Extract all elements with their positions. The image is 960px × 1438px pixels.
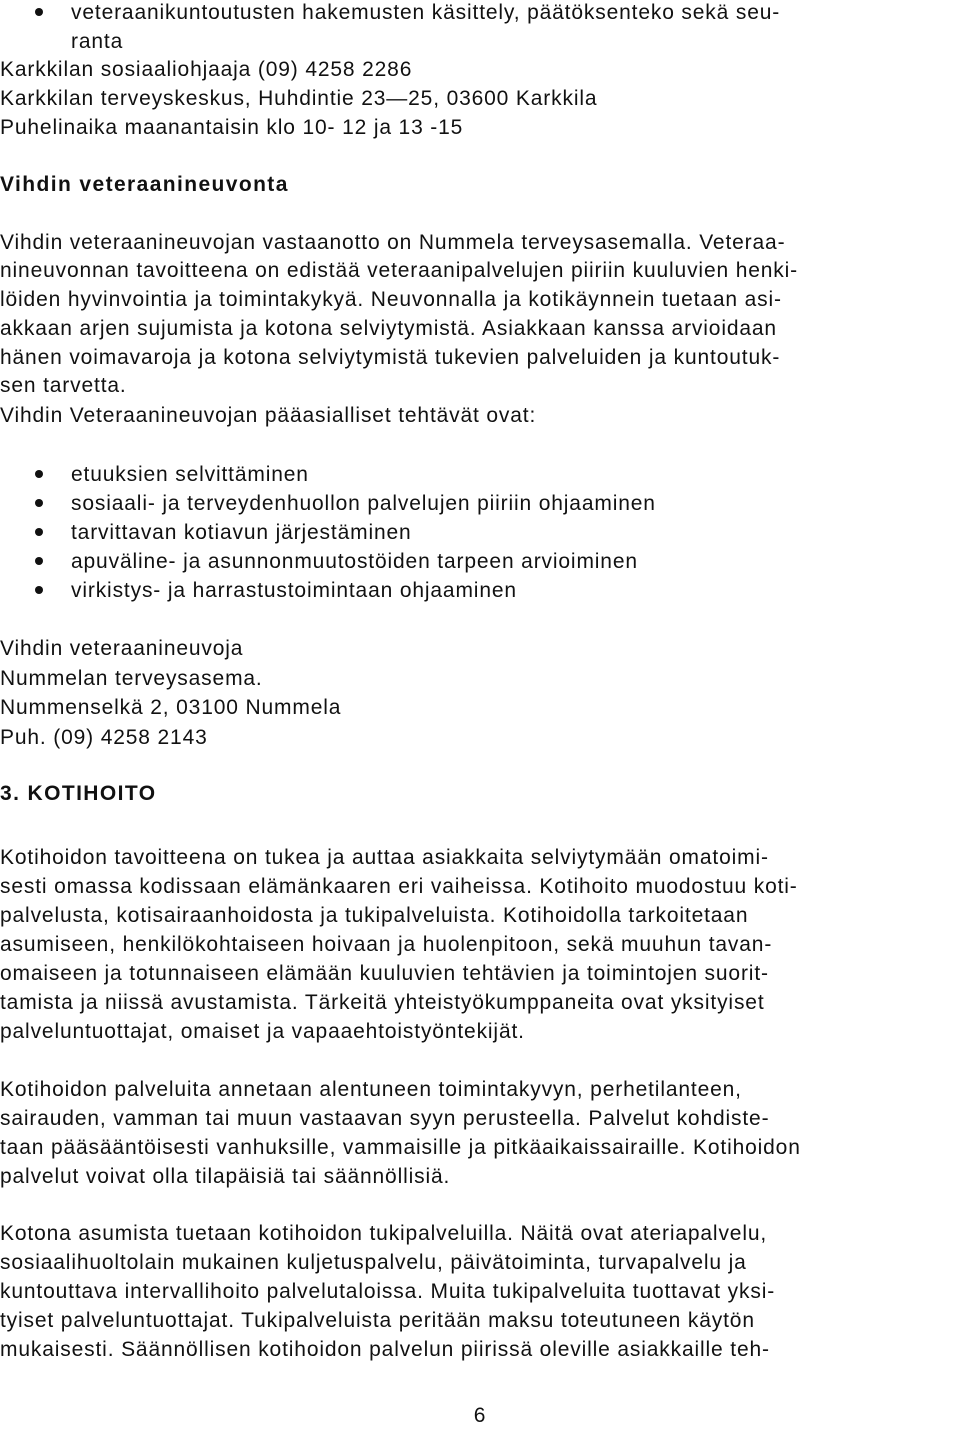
paragraph-line: omaiseen ja totunnaiseen elämään kuuluvien tehtävien ja toimintojen suorit- [0, 962, 769, 985]
contact-name: Vihdin veteraanineuvoja [0, 637, 244, 660]
paragraph-line: nineuvonnan tavoitteena on edistää veteraanipalvelujen piiriin kuuluvien henki- [0, 259, 798, 282]
section-heading-kotihoito: 3. KOTIHOITO [0, 782, 157, 805]
contact-phone: Puh. (09) 4258 2143 [0, 726, 208, 749]
task-list-item: tarvittavan kotiavun järjestäminen [71, 521, 412, 544]
task-list-item: sosiaali- ja terveydenhuollon palvelujen piiriin ohjaaminen [71, 492, 656, 515]
task-list-item: virkistys- ja harrastustoimintaan ohjaaminen [71, 579, 517, 602]
bullet-marker [35, 499, 43, 507]
paragraph-line: Kotihoidon tavoitteena on tukea ja auttaa asiakkaita selviytymään omatoimi- [0, 846, 769, 869]
task-list-item: apuväline- ja asunnonmuutostöiden tarpeen arvioiminen [71, 550, 638, 573]
contact-line: Karkkilan sosiaaliohjaaja (09) 4258 2286 [0, 58, 413, 81]
paragraph-line: tyiset palveluntuottajat. Tukipalveluista peritään maksu toteutuneen käytön [0, 1309, 755, 1332]
paragraph-line: Vihdin veteraanineuvojan vastaanotto on Nummela terveysasemalla. Veteraa- [0, 231, 786, 254]
paragraph-line: taan pääsääntöisesti vanhuksille, vammaisille ja pitkäaikaissairaille. Kotihoidon [0, 1136, 801, 1159]
paragraph-line: sairauden, vamman tai muun vastaavan syyn perusteella. Palvelut kohdiste- [0, 1107, 770, 1130]
contact-address: Nummenselkä 2, 03100 Nummela [0, 696, 342, 719]
paragraph-line: palvelusta, kotisairaanhoidosta ja tukipalveluista. Kotihoidolla tarkoitetaan [0, 904, 749, 927]
paragraph-line: asumiseen, henkilökohtaiseen hoivaan ja huolenpitoon, sekä muuhun tavan- [0, 933, 773, 956]
bullet-item-text: veteraanikuntoutusten hakemusten käsittely, päätöksenteko sekä seu- [71, 1, 781, 24]
bullet-marker [35, 528, 43, 536]
paragraph-line: hänen voimavaroja ja kotona selviytymistä tukevien palveluiden ja kuntoutuk- [0, 346, 781, 369]
bullet-marker [35, 586, 43, 594]
paragraph-line: Vihdin Veteraanineuvojan pääasialliset tehtävät ovat: [0, 404, 537, 427]
paragraph-line: palvelut voivat olla tilapäisiä tai säännöllisiä. [0, 1165, 451, 1188]
bullet-marker [35, 470, 43, 478]
bullet-marker [35, 557, 43, 565]
paragraph-line: Kotona asumista tuetaan kotihoidon tukipalveluilla. Näitä ovat ateriapalvelu, [0, 1222, 768, 1245]
paragraph-line: mukaisesti. Säännöllisen kotihoidon palvelun piirissä oleville asiakkaille teh- [0, 1338, 770, 1361]
page-number: 6 [473, 1404, 487, 1427]
paragraph-line: sesti omassa kodissaan elämänkaaren eri vaiheissa. Kotihoito muodostuu koti- [0, 875, 798, 898]
paragraph-line: löiden hyvinvointia ja toimintakykyä. Neuvonnalla ja kotikäynnein tuetaan asi- [0, 288, 782, 311]
paragraph-line: palveluntuottajat, omaiset ja vapaaehtoistyöntekijät. [0, 1020, 525, 1043]
contact-line: Karkkilan terveyskeskus, Huhdintie 23—25, 03600 Karkkila [0, 87, 598, 110]
contact-line: Puhelinaika maanantaisin klo 10- 12 ja 13 -15 [0, 116, 464, 139]
paragraph-line: tamista ja niissä avustamista. Tärkeitä yhteistyökumppaneita ovat yksityiset [0, 991, 765, 1014]
paragraph-line: sen tarvetta. [0, 374, 127, 397]
section-heading-vihti: Vihdin veteraanineuvonta [0, 173, 289, 196]
paragraph-line: sosiaalihuoltolain mukainen kuljetuspalvelu, päivätoiminta, turvapalvelu ja [0, 1251, 747, 1274]
paragraph-line: akkaan arjen sujumista ja kotona selviytymistä. Asiakkaan kanssa arvioidaan [0, 317, 777, 340]
bullet-item-text-continued: ranta [71, 30, 124, 53]
bullet-marker [35, 8, 43, 16]
paragraph-line: Kotihoidon palveluita annetaan alentuneen toimintakyvyn, perhetilanteen, [0, 1078, 742, 1101]
paragraph-line: kuntouttava intervallihoito palvelutaloissa. Muita tukipalveluita tuottavat yksi- [0, 1280, 776, 1303]
contact-location: Nummelan terveysasema. [0, 667, 263, 690]
task-list-item: etuuksien selvittäminen [71, 463, 309, 486]
